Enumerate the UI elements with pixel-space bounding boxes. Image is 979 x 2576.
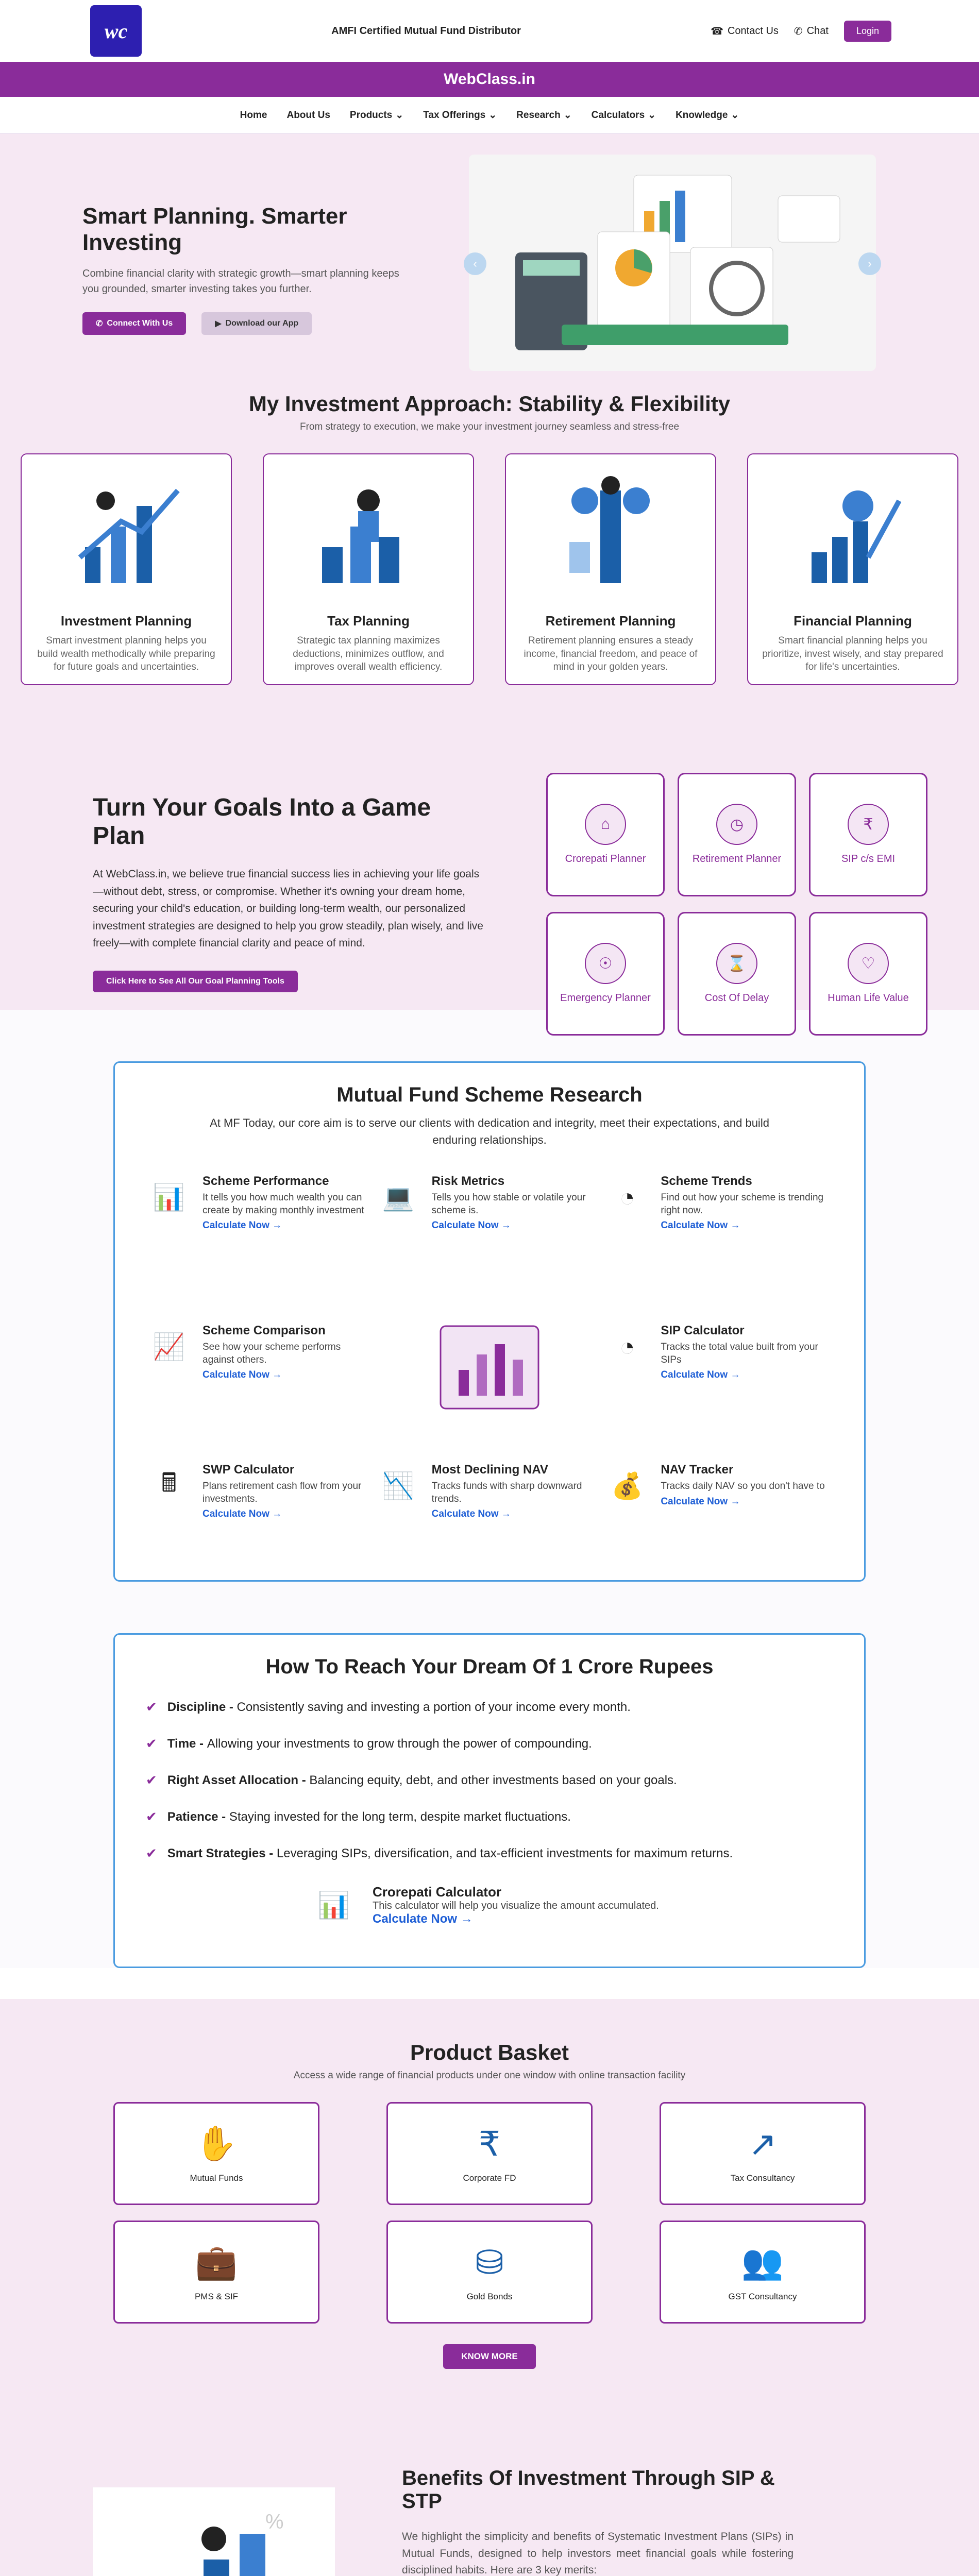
approach-title: My Investment Approach: Stability & Flexibility [248, 392, 731, 416]
crore-point: ✔ Right Asset Allocation - Balancing equity, debt, and other investments based on your goals. [146, 1772, 677, 1788]
card-text: Strategic tax planning maximizes deductions, minimizes outflow, and improves overall wealth efficiency. [293, 635, 444, 673]
tool-sip-emi[interactable]: ₹ SIP c/s EMI [809, 773, 927, 896]
phone-icon: ☎ [711, 25, 723, 37]
site-logo[interactable]: wc [90, 5, 142, 57]
calculate-link[interactable]: Calculate Now → [431, 1509, 511, 1520]
sip-illustration [93, 2487, 335, 2576]
financial-illustration [761, 465, 944, 599]
nav-products[interactable]: Products ⌄ [349, 109, 404, 121]
calculate-link[interactable]: Calculate Now → [661, 1369, 740, 1381]
crore-point: ✔ Smart Strategies - Leveraging SIPs, diversification, and tax-efficient investments for maximum returns. [146, 1845, 733, 1861]
home-icon: ⌂ [585, 804, 626, 845]
tool-scheme-trends[interactable]: ◔ Scheme Trends Find out how your scheme is trending right now. Calculate Now → [604, 1174, 833, 1324]
card-retirement-planning[interactable] [505, 453, 716, 685]
chevron-down-icon: ⌄ [395, 110, 404, 121]
svg-text:%: % [265, 2511, 284, 2533]
tool-human-life-value[interactable]: ♡ Human Life Value [809, 912, 927, 1036]
tool-retirement-planner[interactable]: ◷ Retirement Planner [678, 773, 796, 896]
decline-icon: 📉 [382, 1471, 414, 1500]
growth-icon: ↗ [748, 2124, 777, 2163]
calculate-link[interactable]: Calculate Now → [202, 1509, 282, 1520]
card-title: Investment Planning [60, 613, 192, 629]
hourglass-icon: ⌛ [716, 943, 757, 984]
tool-risk-metrics[interactable]: 💻 Risk Metrics Tells you how stable or volatile your scheme is. Calculate Now → [375, 1174, 604, 1324]
tool-sip-calculator[interactable]: ◔ SIP Calculator Tracks the total value built from your SIPs Calculate Now → [604, 1324, 833, 1463]
play-icon: ▶ [215, 319, 222, 329]
product-basket [0, 1999, 979, 2431]
briefcase-icon: 💼 [195, 2243, 238, 2281]
hero-carousel [469, 155, 876, 371]
people-icon: 👥 [741, 2243, 784, 2281]
calculate-link[interactable]: Calculate Now → [661, 1220, 740, 1231]
nav-knowledge[interactable]: Knowledge ⌄ [676, 109, 739, 121]
retirement-illustration [519, 465, 702, 599]
hand-money-icon: ✋ [195, 2124, 238, 2162]
amfi-text: AMFI Certified Mutual Fund Distributor [331, 25, 521, 37]
chevron-down-icon: ⌄ [488, 110, 497, 121]
card-text: Smart investment planning helps you build wealth methodically while preparing for future goals and uncertainties. [37, 635, 215, 673]
research-illustration [375, 1324, 604, 1463]
calculate-link[interactable]: Calculate Now → [373, 1912, 473, 1926]
crorepati-calculator[interactable]: 📊 Crorepati Calculator This calculator will help you visualize the amount accumulated. Calculate Now → [311, 1882, 833, 1928]
header-actions [711, 21, 891, 42]
tool-cost-of-delay[interactable]: ⌛ Cost Of Delay [678, 912, 796, 1036]
whatsapp-icon: ✆ [794, 25, 803, 37]
card-tax-planning[interactable] [263, 453, 474, 685]
research-box [113, 1061, 866, 1582]
login-button[interactable]: Login [844, 21, 891, 42]
hero-section [0, 134, 979, 376]
calculate-link[interactable]: Calculate Now → [202, 1220, 282, 1231]
know-more-button[interactable]: KNOW MORE [443, 2344, 536, 2369]
rupee-bag-icon: ₹ [479, 2124, 500, 2163]
money-bag-icon: 💰 [611, 1471, 644, 1500]
tool-swp-calculator[interactable]: 🖩 SWP Calculator Plans retirement cash flow from your investments. Calculate Now → [146, 1463, 375, 1576]
product-tax-consultancy[interactable]: ↗ Tax Consultancy [660, 2102, 866, 2205]
nav-about[interactable]: About Us [286, 109, 330, 121]
card-investment-planning[interactable] [21, 453, 232, 685]
chart-icon: 📊 [317, 1890, 350, 1920]
crore-title: How To Reach Your Dream Of 1 Crore Rupees [265, 1655, 714, 1678]
connect-button[interactable]: ✆ Connect With Us [82, 312, 186, 335]
goals-section [0, 726, 979, 1010]
basket-subtitle: Access a wide range of financial products under one window with online transaction facility [293, 2070, 686, 2081]
calculate-link[interactable]: Calculate Now → [431, 1220, 511, 1231]
goals-title: Turn Your Goals Into a Game Plan [93, 794, 431, 850]
calculate-link[interactable]: Calculate Now → [202, 1369, 282, 1381]
nav-tax[interactable]: Tax Offerings ⌄ [423, 109, 497, 121]
chat-link[interactable]: ✆ Chat [794, 25, 829, 37]
approach-section [0, 376, 979, 726]
coins-icon: ⛁ [475, 2243, 504, 2281]
whatsapp-icon: ✆ [96, 319, 103, 329]
tool-nav-tracker[interactable]: 💰 NAV Tracker Tracks daily NAV so you don't have to Calculate Now → [604, 1463, 833, 1576]
calculator-icon: 🖩 [161, 1468, 177, 1497]
check-icon: ✔ [146, 1699, 157, 1715]
benefits-text: We highlight the simplicity and benefits of Systematic Investment Plans (SIPs) in Mutual Funds, designed to help investors meet financial goals while fostering disciplined habits. Here are 3 key merits: [402, 2531, 794, 2576]
download-app-button[interactable]: ▶ Download our App [201, 312, 312, 335]
heart-icon: ♡ [848, 943, 889, 984]
approach-subtitle: From strategy to execution, we make your investment journey seamless and stress-free [299, 421, 680, 432]
card-title: Retirement Planning [545, 613, 676, 629]
research-intro: At MF Today, our core aim is to serve our clients with dedication and integrity, meet their expectations, and build enduring relationships. [210, 1116, 769, 1146]
crore-point: ✔ Time - Allowing your investments to grow through the power of compounding. [146, 1736, 592, 1751]
calculate-link[interactable]: Calculate Now → [661, 1496, 740, 1507]
tool-emergency-planner[interactable]: ☉ Emergency Planner [546, 912, 665, 1036]
product-mutual-funds[interactable]: ✋ Mutual Funds [113, 2102, 319, 2205]
goals-text: At WebClass.in, we believe true financial success lies in achieving your life goals—without debt, stress, or compromise. Whether it's owning your dream home, securing your child's education, or building long-term wealth, our personalized investment strategies are designed to help you grow steadily, plan wisely, and live freely—with complete financial clarity and peace of mind. [93, 868, 483, 950]
goal-tools-button[interactable]: Click Here to See All Our Goal Planning Tools [93, 971, 298, 992]
pie-chart-icon: ◔ [619, 1183, 635, 1212]
check-icon: ✔ [146, 1845, 157, 1861]
crore-point: ✔ Discipline - Consistently saving and investing a portion of your income every month. [146, 1699, 631, 1715]
card-title: Tax Planning [327, 613, 410, 629]
shield-icon: ☉ [585, 943, 626, 984]
card-financial-planning[interactable] [747, 453, 958, 685]
benefits-title: Benefits Of Investment Through SIP & STP [402, 2467, 775, 2513]
chevron-down-icon: ⌄ [648, 110, 656, 121]
carousel-next-button[interactable]: › [858, 252, 881, 275]
brand-bar: WebClass.in [0, 62, 979, 97]
tool-scheme-comparison[interactable]: 📈 Scheme Comparison See how your scheme performs against others. Calculate Now → [146, 1324, 375, 1463]
crore-point: ✔ Patience - Staying invested for the long term, despite market fluctuations. [146, 1809, 571, 1824]
product-gold-bonds[interactable]: ⛁ Gold Bonds [386, 2221, 593, 2324]
contact-link[interactable]: ☎ Contact Us [711, 25, 779, 37]
chart-icon: 📊 [153, 1182, 185, 1212]
card-text: Smart financial planning helps you prioritize, invest wisely, and stay prepared for life's uncertainties. [762, 635, 943, 673]
money-icon: ₹ [848, 804, 889, 845]
pie-chart-icon: ◔ [619, 1332, 635, 1361]
crore-box [113, 1633, 866, 1968]
card-text: Retirement planning ensures a steady income, financial freedom, and peace of mind in your golden years. [524, 635, 698, 673]
finance-illustration [469, 155, 876, 371]
basket-title: Product Basket [410, 2040, 569, 2064]
benefits-section [0, 2431, 979, 2576]
hero-text: Combine financial clarity with strategic growth—smart planning keeps you grounded, smarter investing takes you further. [82, 268, 399, 295]
carousel-prev-button[interactable]: ‹ [464, 252, 486, 275]
investment-illustration [35, 465, 218, 599]
tool-most-declining-nav[interactable]: 📉 Most Declining NAV Tracks funds with sharp downward trends. Calculate Now → [375, 1463, 604, 1576]
nav-calculators[interactable]: Calculators ⌄ [591, 109, 656, 121]
check-icon: ✔ [146, 1772, 157, 1788]
card-title: Financial Planning [794, 613, 912, 629]
check-icon: ✔ [146, 1736, 157, 1751]
tool-crorepati-planner[interactable]: ⌂ Crorepati Planner [546, 773, 665, 896]
product-pms-sif[interactable]: 💼 PMS & SIF [113, 2221, 319, 2324]
laptop-icon: 💻 [382, 1182, 414, 1212]
tool-scheme-performance[interactable]: 📊 Scheme Performance It tells you how much wealth you can create by making monthly investment Calculate Now → [146, 1174, 375, 1324]
hero-title: Smart Planning. Smarter Investing [82, 204, 347, 255]
research-title: Mutual Fund Scheme Research [336, 1083, 643, 1106]
chevron-down-icon: ⌄ [731, 110, 739, 121]
clock-icon: ◷ [716, 804, 757, 845]
product-corporate-fd[interactable]: ₹ Corporate FD [386, 2102, 593, 2205]
product-gst-consultancy[interactable]: 👥 GST Consultancy [660, 2221, 866, 2324]
check-icon: ✔ [146, 1809, 157, 1824]
compare-icon: 📈 [153, 1332, 185, 1361]
nav-research[interactable]: Research ⌄ [516, 109, 572, 121]
top-header [0, 0, 979, 62]
tax-illustration [277, 465, 460, 599]
main-nav [0, 97, 979, 134]
chevron-down-icon: ⌄ [563, 110, 572, 121]
nav-home[interactable]: Home [240, 109, 267, 121]
